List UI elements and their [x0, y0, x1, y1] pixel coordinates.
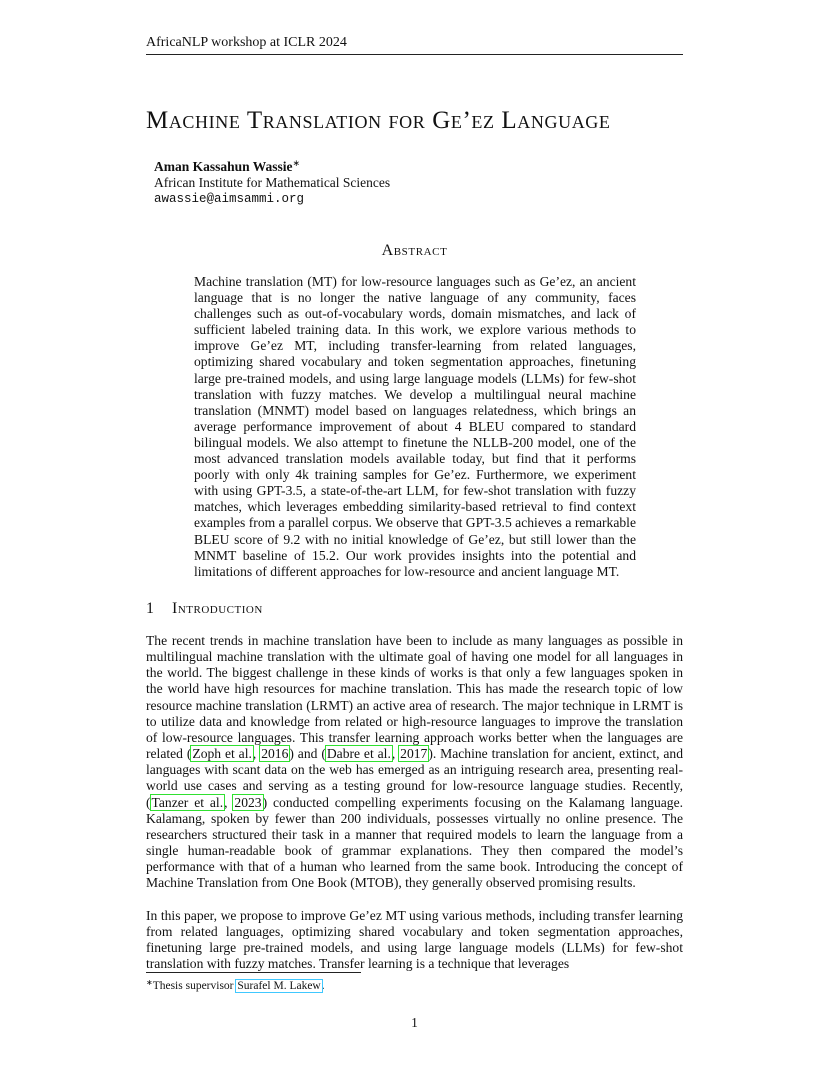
footnote-text: Thesis supervisor — [152, 980, 237, 992]
author-footnote-mark: ∗ — [292, 158, 301, 168]
author-email: awassie@aimsammi.org — [154, 192, 305, 206]
abstract-heading: Abstract — [381, 242, 448, 259]
running-header: AfricaNLP workshop at ICLR 2024 — [146, 35, 347, 50]
citation-sep: , — [252, 746, 261, 762]
intro-paragraph-1 — [146, 633, 683, 892]
citation-dabre-year[interactable]: 2017 — [400, 746, 428, 762]
citation-sep: , — [224, 794, 234, 810]
citation-tanzer-author[interactable]: Tanzer et al. — [151, 794, 224, 810]
intro-paragraph-2: In this paper, we propose to improve Ge’ez MT using various methods, including transfer learning from related languages, optimizing shared vocabulary and token segmentation approaches, finetuning large pre-trained models, and using large language models (LLMs) for few-shot translation with fuzzy matches. Transfer learning is a technique that leverages — [146, 908, 683, 972]
citation-tanzer-year[interactable]: 2023 — [234, 794, 262, 810]
intro-text-a: The recent trends in machine translation have been to include as many languages as possible in multilingual machine translation with the ultimate goal of having one model for all languages in the world. The biggest challenge in these kinds of works is that only a few languages spoken in the world have high resources for machine translation. This has made the research topic of low resource machine translation (LRMT) an active area of research. The major technique in LRMT is to utilize data and knowledge from related or high-resource languages to improve the translation of low-resource languages. This transfer learning approach works better when the languages are related ( — [146, 633, 683, 762]
footnote-rule — [146, 972, 361, 973]
header-rule — [146, 54, 683, 55]
intro-text-c: ). Machine translation for ancient, extinct, and languages with scant data on the web has emerged as an intriguing research area, presenting real-world use cases and serving as a testing ground for low-resource language studies. Recently, ( — [146, 746, 684, 810]
citation-zoph-author[interactable]: Zoph et al. — [192, 746, 252, 762]
author-affiliation: African Institute for Mathematical Sciences — [154, 175, 391, 190]
section-heading-introduction — [146, 599, 546, 619]
footnote-end: . — [321, 980, 325, 992]
citation-zoph-year[interactable]: 2016 — [261, 746, 289, 762]
citation-sep: , — [391, 746, 400, 762]
author-name — [154, 155, 554, 175]
author-block — [154, 155, 554, 207]
footnote — [146, 975, 683, 994]
section-number: 1 — [146, 600, 154, 617]
abstract-text: Machine translation (MT) for low-resource languages such as Ge’ez, an ancient language that is no longer the native language of any community, faces challenges such as out-of-vocabulary words, domain mismatches, and lack of sufficient labeled training data. In this work, we explore various methods to improve Ge’ez MT, including transfer-learning from related languages, optimizing shared vocabulary and token segmentation approaches, finetuning large pre-trained models, and using large language models (LLMs) for few-shot translation with fuzzy matches. We develop a multilingual neural machine translation (MNMT) model based on languages relatedness, which brings an average performance improvement of about 4 BLEU compared to standard bilingual models. We also attempt to finetune the NLLB-200 model, one of the most advanced translation models available today, but find that it performs poorly with only 4k training samples for Ge’ez. Furthermore, we experiment with using GPT-3.5, a state-of-the-art LLM, for few-shot translation with fuzzy matches, which leverages embedding similarity-based retrieval to find context examples from a parallel corpus. We observe that GPT-3.5 achieves a remarkable BLEU score of 9.2 with no initial knowledge of Ge’ez, but still lower than the MNMT baseline of 15.2. Our work provides insights into the potential and limitations of different approaches for low-resource and ancient language MT. — [194, 274, 636, 579]
intro-text-b: ) and ( — [289, 746, 326, 762]
footnote-mark: ∗ — [146, 978, 153, 987]
citation-dabre-author[interactable]: Dabre et al. — [326, 746, 391, 762]
page-number: 1 — [411, 1015, 418, 1030]
paper-title: Machine Translation for Ge’ez Language — [146, 107, 611, 134]
author-name-text: Aman Kassahun Wassie — [154, 159, 293, 174]
footnote-supervisor-link[interactable]: Surafel M. Lakew — [237, 980, 321, 992]
section-title: Introduction — [172, 600, 263, 617]
intro-text-d: ) conducted compelling experiments focusing on the Kalamang language. Kalamang, spoken by fewer than 200 individuals, possesses virtually no online presence. The researchers structured their task in a manner that required models to learn the language from a single human-readable book of grammar explanations. They then compared the model’s performance with that of a human who learned from the same book. Introducing the concept of Machine Translation from One Book (MTOB), they generally observed promising results. — [146, 794, 684, 891]
